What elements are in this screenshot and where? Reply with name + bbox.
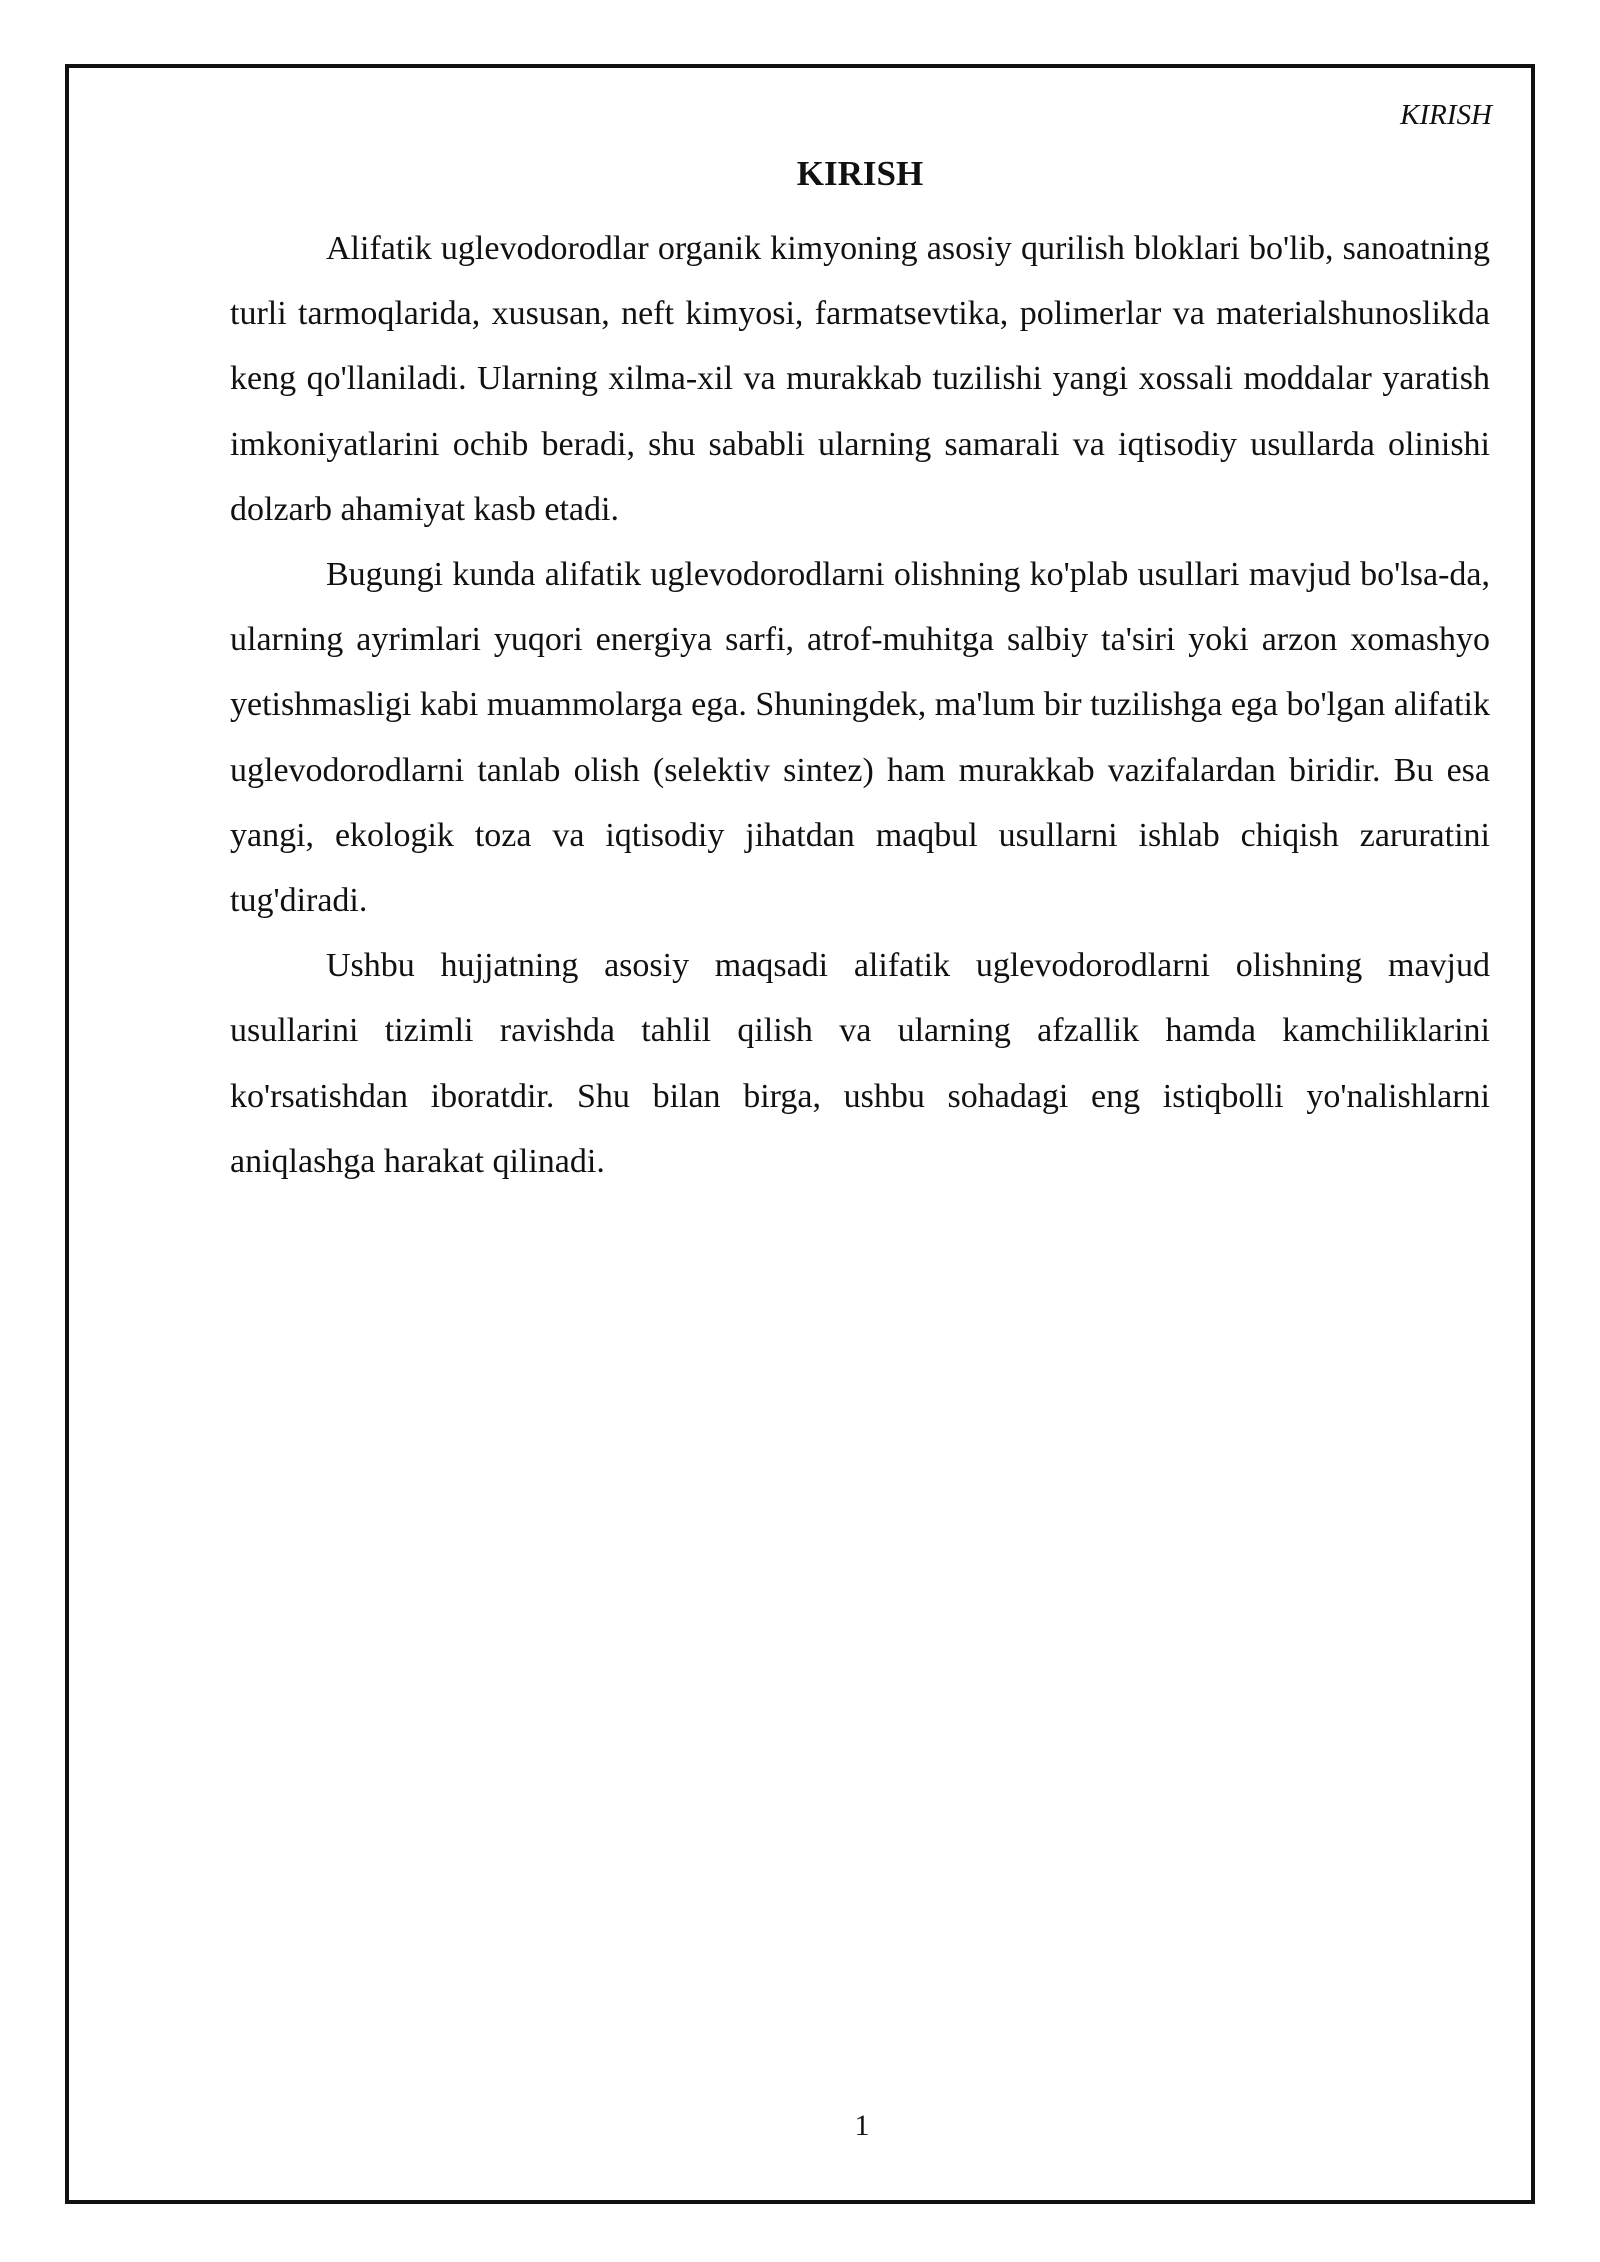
running-header: KIRISH [1400,99,1492,131]
page-content [230,148,1490,1194]
paragraph-1: Alifatik uglevodorodlar organik kimyoning asosiy qurilish bloklari bo'lib, sanoatning turli tarmoqlarida, xususan, neft kimyosi, farmatsevtika, polimerlar va materialshunoslikda keng qo'llaniladi. Ularning xilma-xil va murakkab tuzilishi yangi xossali moddalar yaratish imkoniyatlarini ochib beradi, shu sababli ularning samarali va iqtisodiy usullarda olinishi dolzarb ahamiyat kasb etadi. [230,230,1490,528]
page-number: 1 [854,2109,870,2142]
document-title: KIRISH [796,154,924,193]
paragraph-3: Ushbu hujjatning asosiy maqsadi alifatik uglevodorodlarni olishning mavjud usullarini tizimli ravishda tahlil qilish va ularning afzallik hamda kamchiliklarini ko'rsatishdan iboratdir. Shu bilan birga, ushbu sohadagi eng istiqbolli yo'nalishlarni aniqlashga harakat qilinadi. [230,947,1490,1180]
paragraph-2: Bugungi kunda alifatik uglevodorodlarni olishning ko'plab usullari mavjud bo'lsa-da, ularning ayrimlari yuqori energiya sarfi, atrof-muhitga salbiy ta'siri yoki arzon xomashyo yetishmasligi kabi muammolarga ega. Shuningdek, ma'lum bir tuzilishga ega bo'lgan alifatik uglevodorodlarni tanlab olish (selektiv sintez) ham murakkab vazifalardan biridir. Bu esa yangi, ekologik toza va iqtisodiy jihatdan maqbul usullarni ishlab chiqish zaruratini tug'diradi. [230,556,1490,920]
